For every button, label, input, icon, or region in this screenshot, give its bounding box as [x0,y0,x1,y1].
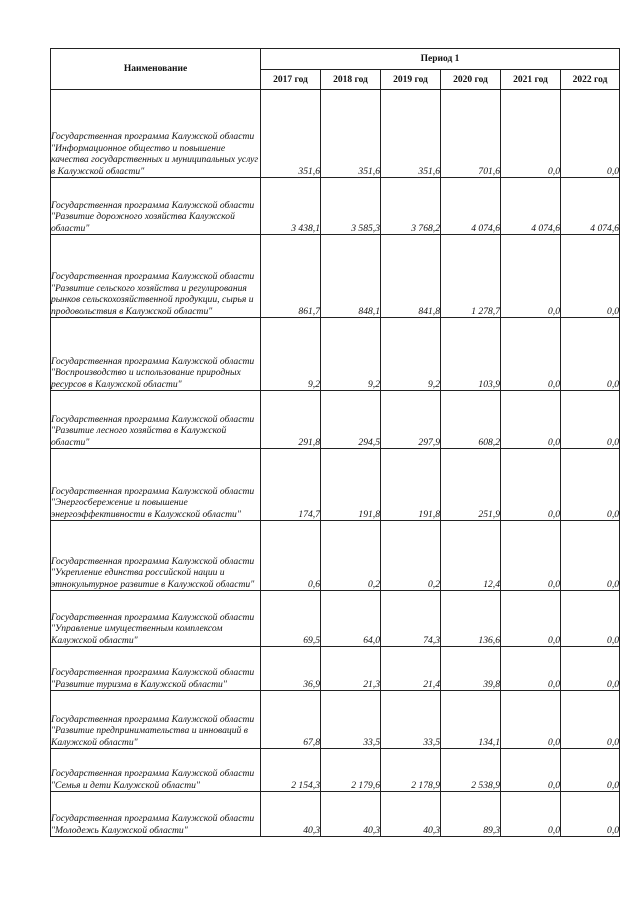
value-2022: 0,0 [561,591,620,647]
table-row [51,449,620,521]
value-2018: 33,5 [321,691,381,749]
value-2019: 191,8 [381,449,441,521]
value-2021: 0,0 [501,318,561,391]
header-year-2019: 2019 год [381,70,441,90]
value-2020: 39,8 [441,647,501,691]
header-year-2020: 2020 год [441,70,501,90]
value-2020: 134,1 [441,691,501,749]
program-name: Государственная программа Калужской области "Информационное общество и повышение качества государственных и муниципальных услуг в Калужской области" [51,90,261,178]
value-2022: 0,0 [561,391,620,449]
header-name: Наименование [51,49,261,90]
value-2019: 297,9 [381,391,441,449]
value-2018: 40,3 [321,792,381,837]
value-2019: 9,2 [381,318,441,391]
value-2019: 33,5 [381,691,441,749]
value-2021: 0,0 [501,749,561,792]
value-2021: 0,0 [501,792,561,837]
program-name: Государственная программа Калужской области "Развитие сельского хозяйства и регулирования рынков сельскохозяйственной продукции, сырья и продовольствия в Калужской области" [51,235,261,318]
value-2018: 191,8 [321,449,381,521]
value-2017: 0,6 [261,521,321,591]
value-2020: 608,2 [441,391,501,449]
value-2017: 351,6 [261,90,321,178]
program-name: Государственная программа Калужской области "Развитие дорожного хозяйства Калужской области" [51,178,261,235]
value-2022: 0,0 [561,521,620,591]
value-2021: 0,0 [501,591,561,647]
value-2017: 2 154,3 [261,749,321,792]
value-2019: 3 768,2 [381,178,441,235]
value-2022: 0,0 [561,691,620,749]
value-2022: 0,0 [561,235,620,318]
table-row [51,749,620,792]
program-name: Государственная программа Калужской области "Развитие лесного хозяйства в Калужской области" [51,391,261,449]
value-2022: 0,0 [561,90,620,178]
program-name: Государственная программа Калужской области "Воспроизводство и использование природных ресурсов в Калужской области" [51,318,261,391]
value-2021: 4 074,6 [501,178,561,235]
value-2022: 0,0 [561,318,620,391]
value-2019: 841,8 [381,235,441,318]
value-2021: 0,0 [501,235,561,318]
value-2017: 291,8 [261,391,321,449]
value-2018: 0,2 [321,521,381,591]
value-2020: 4 074,6 [441,178,501,235]
header-year-2021: 2021 год [501,70,561,90]
value-2021: 0,0 [501,90,561,178]
value-2018: 294,5 [321,391,381,449]
budget-table [50,48,620,837]
value-2021: 0,0 [501,391,561,449]
value-2022: 4 074,6 [561,178,620,235]
value-2018: 2 179,6 [321,749,381,792]
header-period: Период 1 [261,49,620,70]
program-name: Государственная программа Калужской области "Семья и дети Калужской области" [51,749,261,792]
value-2019: 0,2 [381,521,441,591]
value-2018: 3 585,3 [321,178,381,235]
value-2020: 2 538,9 [441,749,501,792]
program-name: Государственная программа Калужской области "Энергосбережение и повышение энергоэффективности в Калужской области" [51,449,261,521]
value-2017: 67,8 [261,691,321,749]
value-2019: 74,3 [381,591,441,647]
value-2017: 40,3 [261,792,321,837]
value-2018: 21,3 [321,647,381,691]
table-row [51,521,620,591]
table-row [51,90,620,178]
value-2019: 21,4 [381,647,441,691]
value-2021: 0,0 [501,691,561,749]
value-2018: 64,0 [321,591,381,647]
value-2019: 351,6 [381,90,441,178]
value-2021: 0,0 [501,647,561,691]
value-2017: 861,7 [261,235,321,318]
program-name: Государственная программа Калужской области "Молодежь Калужской области" [51,792,261,837]
value-2018: 848,1 [321,235,381,318]
value-2021: 0,0 [501,449,561,521]
value-2020: 12,4 [441,521,501,591]
header-year-2022: 2022 год [561,70,620,90]
value-2022: 0,0 [561,647,620,691]
table-row [51,792,620,837]
program-name: Государственная программа Калужской области "Развитие предпринимательства и инноваций в Калужской области" [51,691,261,749]
value-2020: 251,9 [441,449,501,521]
value-2018: 351,6 [321,90,381,178]
value-2020: 89,3 [441,792,501,837]
value-2020: 1 278,7 [441,235,501,318]
header-year-2017: 2017 год [261,70,321,90]
value-2022: 0,0 [561,749,620,792]
program-name: Государственная программа Калужской области "Развитие туризма в Калужской области" [51,647,261,691]
table-row [51,691,620,749]
table-row [51,591,620,647]
value-2020: 103,9 [441,318,501,391]
value-2017: 69,5 [261,591,321,647]
value-2019: 40,3 [381,792,441,837]
program-name: Государственная программа Калужской области "Управление имущественным комплексом Калужской области" [51,591,261,647]
header-year-2018: 2018 год [321,70,381,90]
value-2017: 9,2 [261,318,321,391]
value-2017: 36,9 [261,647,321,691]
program-name: Государственная программа Калужской области "Укрепление единства российской нации и этнокультурное развитие в Калужской области" [51,521,261,591]
table-row [51,178,620,235]
table-row [51,647,620,691]
table-row [51,318,620,391]
value-2018: 9,2 [321,318,381,391]
table-row [51,391,620,449]
value-2020: 701,6 [441,90,501,178]
value-2020: 136,6 [441,591,501,647]
value-2019: 2 178,9 [381,749,441,792]
value-2021: 0,0 [501,521,561,591]
value-2017: 3 438,1 [261,178,321,235]
value-2022: 0,0 [561,792,620,837]
value-2022: 0,0 [561,449,620,521]
table-row [51,235,620,318]
value-2017: 174,7 [261,449,321,521]
